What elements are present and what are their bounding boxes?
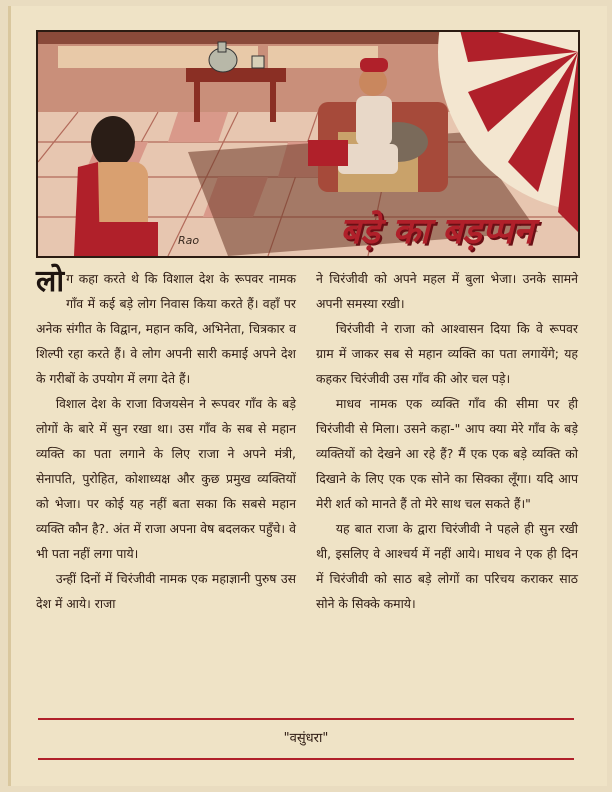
footer-publication: "वसुंधरा" <box>283 731 329 746</box>
left-paragraph-1-text: ग कहा करते थे कि विशाल देश के रूपवर नामक गाँव में कई बड़े लोग निवास किया करते हैं। वहाँ पर अनेक संगीत के विद्वान, महान कवि, अभिनेता, चित्रकार व शिल्पी रहा करते हैं। वे लोग अपनी सारी कमाई अपने देश के गरीबों के उपयोग में लगा देते हैं। <box>36 271 296 386</box>
left-paragraph-2: विशाल देश के राजा विजयसेन ने रूपवर गाँव के बड़े लोगों के बारे में सुन रखा था। उस गाँव के सब से महान व्यक्ति का पता लगाने के लिए राजा ने अपने मंत्री, सेनापति, पुरोहित, कोशाध्यक्ष और कुछ प्रमुख व्यक्तियों को भेजा। पर कोई यह नहीं बता सका कि सबसे महान व्यक्ति कौन है?. अंत में राजा अपना वेष बदलकर पहुँचे। वे भी पता नहीं लगा पाये। <box>36 396 296 561</box>
left-paragraph-1 <box>36 266 296 391</box>
story-title: बड़े का बड़प्पन <box>340 211 534 252</box>
left-paragraph-3: उन्हीं दिनों में चिरंजीवी नामक एक महाज्ञानी पुरुष उस देश में आये। राजा <box>36 571 296 611</box>
footer-rule-top <box>38 718 574 720</box>
right-paragraph-1: ने चिरंजीवी को अपने महल में बुला भेजा। उनके सामने अपनी समस्या रखी। <box>316 271 578 311</box>
right-paragraph-2: चिरंजीवी ने राजा को आश्वासन दिया कि वे रूपवर ग्राम में जाकर सब से महान व्यक्ति का पता लगायेंगे; यह कहकर चिरंजीवी उस गाँव की ओर चल पड़े। <box>316 321 578 386</box>
dropcap: लो <box>36 264 65 299</box>
footer-rule-bottom <box>38 758 574 760</box>
right-paragraph-3: माधव नामक एक व्यक्ति गाँव की सीमा पर ही चिरंजीवी से मिला। उसने कहा-" आप क्या मेरे गाँव के बड़े व्यक्तियों को देखने आ रहे हैं? मैं एक एक बड़े व्यक्ति को दिखाने के लिए एक एक सोने का सिक्का लूँगा। यदि आप मेरी शर्त को मानते हैं तो मेरे साथ चल सकते हैं।" <box>316 396 578 511</box>
artist-signature: Rao <box>178 234 200 247</box>
right-column <box>316 266 578 616</box>
left-column <box>36 266 296 616</box>
right-paragraph-4: यह बात राजा के द्वारा चिरंजीवी ने पहले ही सुन रखी थी, इसलिए वे आश्चर्य में नहीं आये। माधव ने एक ही दिन में चिरंजीवी को साठ बड़े लोगों का परिचय कराकर साठ सोने के सिक्के कमाये। <box>316 521 578 611</box>
